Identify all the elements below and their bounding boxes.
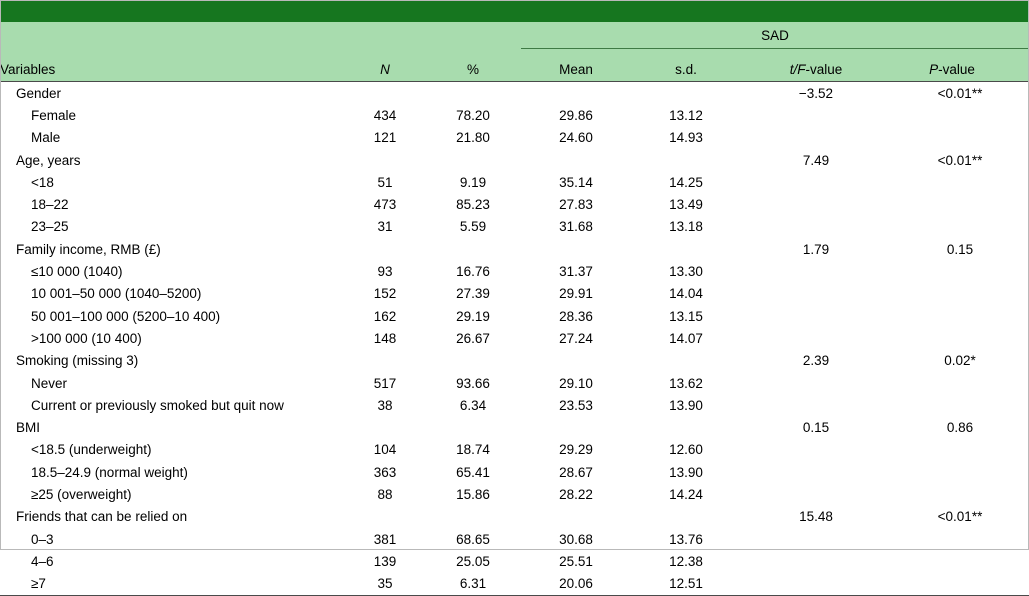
table-top-band — [0, 0, 1029, 22]
row-mean: 20.06 — [521, 573, 631, 596]
row-p-value: <0.01** — [937, 85, 983, 101]
row-tf-value — [741, 260, 891, 282]
column-header-variables: Variables — [0, 49, 345, 82]
row-mean: 31.37 — [559, 264, 593, 280]
row-sd — [631, 82, 741, 105]
row-mean: 28.67 — [559, 464, 593, 480]
row-sd: 13.49 — [669, 197, 703, 213]
table-body — [0, 82, 1029, 596]
table-row — [0, 394, 1029, 416]
row-n — [345, 506, 425, 528]
row-sublabel: Female — [31, 107, 77, 123]
row-p-value — [891, 573, 1029, 596]
row-p-value — [891, 327, 1029, 349]
row-percent — [425, 238, 521, 260]
row-percent — [425, 416, 521, 438]
row-percent: 6.31 — [425, 573, 521, 596]
row-tf-value — [741, 327, 891, 349]
table-row — [0, 238, 1029, 260]
row-p-value — [891, 372, 1029, 394]
row-percent: 65.41 — [456, 464, 490, 480]
row-tf-value: 2.39 — [802, 353, 830, 369]
row-n — [345, 82, 425, 105]
row-tf-value: 0.15 — [802, 420, 830, 436]
row-label: Age, years — [16, 152, 81, 168]
row-p-value — [891, 550, 1029, 572]
row-label: Gender — [16, 85, 62, 101]
row-n — [345, 149, 425, 171]
row-mean — [521, 506, 631, 528]
table-row — [0, 216, 1029, 238]
row-tf-value — [741, 573, 891, 596]
row-percent — [425, 149, 521, 171]
column-header-p-suffix: -value — [938, 62, 975, 77]
row-tf-value — [741, 372, 891, 394]
row-mean: 30.68 — [559, 531, 593, 547]
row-label: Friends that can be relied on — [16, 509, 188, 525]
row-n: 31 — [377, 219, 393, 235]
row-tf-value: 15.48 — [799, 509, 833, 525]
row-n: 381 — [373, 531, 397, 547]
row-percent: 85.23 — [456, 197, 490, 213]
row-p-value — [891, 216, 1029, 238]
row-mean — [521, 149, 631, 171]
row-n: 38 — [377, 397, 393, 413]
table-row — [0, 127, 1029, 149]
row-percent: 25.05 — [456, 553, 490, 569]
row-sublabel: 23–25 — [31, 219, 69, 235]
row-n — [345, 416, 425, 438]
table-row — [0, 506, 1029, 528]
row-sd: 13.30 — [669, 264, 703, 280]
row-mean: 28.22 — [559, 486, 593, 502]
row-percent: 15.86 — [456, 486, 490, 502]
row-p-value — [891, 260, 1029, 282]
row-sublabel: 0–3 — [31, 531, 54, 547]
row-percent: 18.74 — [456, 442, 490, 458]
row-p-value: <0.01** — [937, 509, 983, 525]
row-tf-value — [741, 461, 891, 483]
row-label: Family income, RMB (£) — [16, 241, 161, 257]
row-n: 363 — [373, 464, 397, 480]
row-n: 51 — [377, 174, 393, 190]
row-percent: 27.39 — [456, 286, 490, 302]
row-sd — [631, 149, 741, 171]
row-n: 434 — [373, 107, 397, 123]
row-tf-value — [741, 216, 891, 238]
column-header-n — [345, 49, 425, 82]
row-tf-value — [741, 283, 891, 305]
table-row — [0, 461, 1029, 483]
row-mean: 31.68 — [559, 219, 593, 235]
table-row — [0, 149, 1029, 171]
column-header-n-label: N — [380, 62, 390, 77]
row-sd: 13.12 — [669, 107, 703, 123]
row-p-value — [891, 461, 1029, 483]
row-n: 473 — [373, 197, 397, 213]
row-sd: 13.90 — [669, 464, 703, 480]
table-row — [0, 350, 1029, 372]
row-sd: 13.76 — [669, 531, 703, 547]
table-row — [0, 573, 1029, 596]
row-p-value — [891, 193, 1029, 215]
column-header-sd: s.d. — [631, 49, 741, 82]
row-sd: 12.38 — [669, 553, 703, 569]
row-mean: 29.91 — [559, 286, 593, 302]
row-label: BMI — [16, 420, 41, 436]
row-sublabel: >100 000 (10 400) — [31, 330, 142, 346]
row-tf-value — [741, 483, 891, 505]
row-mean — [521, 238, 631, 260]
top-band-fill — [0, 0, 1029, 22]
row-mean — [521, 416, 631, 438]
row-sublabel: ≥7 — [0, 573, 345, 596]
row-sd: 13.62 — [669, 375, 703, 391]
row-sd: 12.60 — [669, 442, 703, 458]
column-header-p-value — [891, 49, 1029, 82]
row-percent — [425, 506, 521, 528]
row-sd: 13.90 — [669, 397, 703, 413]
table-row — [0, 260, 1029, 282]
table-row — [0, 104, 1029, 126]
table-row — [0, 327, 1029, 349]
row-p-value: <0.01** — [937, 152, 983, 168]
row-sublabel: 18–22 — [31, 197, 69, 213]
row-tf-value: −3.52 — [798, 85, 834, 101]
row-tf-value — [741, 171, 891, 193]
group-header-blank-pct — [425, 22, 521, 49]
column-header-tf-symbol: t/F — [789, 62, 806, 77]
table-row — [0, 550, 1029, 572]
row-n — [345, 238, 425, 260]
row-n — [345, 350, 425, 372]
row-p-value: 0.15 — [946, 241, 974, 257]
row-p-value — [891, 305, 1029, 327]
row-n: 152 — [373, 286, 397, 302]
row-tf-value — [741, 394, 891, 416]
row-sd: 14.07 — [669, 330, 703, 346]
table-row — [0, 82, 1029, 105]
row-sd — [631, 238, 741, 260]
row-percent: 9.19 — [459, 174, 487, 190]
row-mean — [521, 350, 631, 372]
row-n: 93 — [377, 264, 393, 280]
column-header-p-symbol: P — [929, 62, 939, 77]
row-tf-value — [741, 550, 891, 572]
row-percent: 5.59 — [459, 219, 487, 235]
row-percent: 93.66 — [456, 375, 490, 391]
row-n: 517 — [373, 375, 397, 391]
row-percent: 78.20 — [456, 107, 490, 123]
row-mean: 29.86 — [559, 107, 593, 123]
row-sd — [631, 506, 741, 528]
row-sublabel: 10 001–50 000 (1040–5200) — [31, 286, 202, 302]
group-header-row — [0, 22, 1029, 49]
table-row — [0, 193, 1029, 215]
row-tf-value — [741, 528, 891, 550]
row-n: 35 — [345, 573, 425, 596]
row-sublabel: 4–6 — [31, 553, 54, 569]
row-sublabel: <18.5 (underweight) — [31, 442, 152, 458]
row-n: 104 — [373, 442, 397, 458]
row-n: 88 — [377, 486, 393, 502]
row-p-value: 0.02* — [944, 353, 976, 369]
row-percent: 16.76 — [456, 264, 490, 280]
table-row — [0, 283, 1029, 305]
table-row — [0, 528, 1029, 550]
group-header-blank-variables — [0, 22, 345, 49]
row-p-value — [891, 394, 1029, 416]
row-sd: 14.24 — [669, 486, 703, 502]
table-row — [0, 305, 1029, 327]
row-sublabel: 50 001–100 000 (5200–10 400) — [31, 308, 221, 324]
column-header-mean: Mean — [521, 49, 631, 82]
row-sd: 14.93 — [669, 130, 703, 146]
row-sd: 12.51 — [631, 573, 741, 596]
row-mean: 35.14 — [559, 174, 593, 190]
row-mean — [521, 82, 631, 105]
row-tf-value — [741, 439, 891, 461]
row-sd: 14.25 — [669, 174, 703, 190]
row-p-value: 0.86 — [946, 420, 974, 436]
row-p-value — [891, 127, 1029, 149]
column-header-tf-suffix: -value — [805, 62, 843, 77]
row-percent: 6.34 — [459, 397, 487, 413]
row-percent: 68.65 — [456, 531, 490, 547]
row-percent — [425, 82, 521, 105]
row-p-value — [891, 483, 1029, 505]
row-sd — [631, 350, 741, 372]
row-sublabel: ≤10 000 (1040) — [31, 264, 123, 280]
column-header-percent: % — [425, 49, 521, 82]
table-row — [0, 416, 1029, 438]
row-n: 148 — [373, 330, 397, 346]
row-p-value — [891, 439, 1029, 461]
row-n: 162 — [373, 308, 397, 324]
row-mean: 27.83 — [559, 197, 593, 213]
row-sd: 13.18 — [669, 219, 703, 235]
row-sublabel: Male — [31, 130, 61, 146]
row-n: 121 — [373, 130, 397, 146]
row-percent: 29.19 — [456, 308, 490, 324]
row-mean: 29.29 — [559, 442, 593, 458]
column-header-row — [0, 49, 1029, 82]
table-row — [0, 483, 1029, 505]
row-p-value — [891, 171, 1029, 193]
row-tf-value — [741, 127, 891, 149]
row-n: 139 — [373, 553, 397, 569]
row-mean: 23.53 — [559, 397, 593, 413]
row-sublabel: 18.5–24.9 (normal weight) — [31, 464, 188, 480]
row-mean: 24.60 — [559, 130, 593, 146]
row-percent: 26.67 — [456, 330, 490, 346]
row-tf-value: 7.49 — [802, 152, 830, 168]
row-sd: 13.15 — [669, 308, 703, 324]
row-mean: 25.51 — [559, 553, 593, 569]
row-tf-value — [741, 305, 891, 327]
row-tf-value: 1.79 — [802, 241, 830, 257]
row-tf-value — [741, 104, 891, 126]
row-percent — [425, 350, 521, 372]
row-mean: 29.10 — [559, 375, 593, 391]
row-sublabel: Current or previously smoked but quit now — [31, 397, 284, 413]
row-mean: 28.36 — [559, 308, 593, 324]
group-header-blank-n — [345, 22, 425, 49]
row-tf-value — [741, 193, 891, 215]
column-header-tf-value — [741, 49, 891, 82]
row-label: Smoking (missing 3) — [16, 353, 139, 369]
table-row — [0, 171, 1029, 193]
row-mean: 27.24 — [559, 330, 593, 346]
row-sublabel: ≥25 (overweight) — [31, 486, 132, 502]
row-p-value — [891, 104, 1029, 126]
row-sd: 14.04 — [669, 286, 703, 302]
row-p-value — [891, 283, 1029, 305]
row-p-value — [891, 528, 1029, 550]
row-percent: 21.80 — [456, 130, 490, 146]
table-row — [0, 372, 1029, 394]
table-row — [0, 439, 1029, 461]
row-sublabel: <18 — [31, 174, 54, 190]
group-header-sad: SAD — [521, 22, 1029, 49]
row-sd — [631, 416, 741, 438]
row-sublabel: Never — [31, 375, 68, 391]
